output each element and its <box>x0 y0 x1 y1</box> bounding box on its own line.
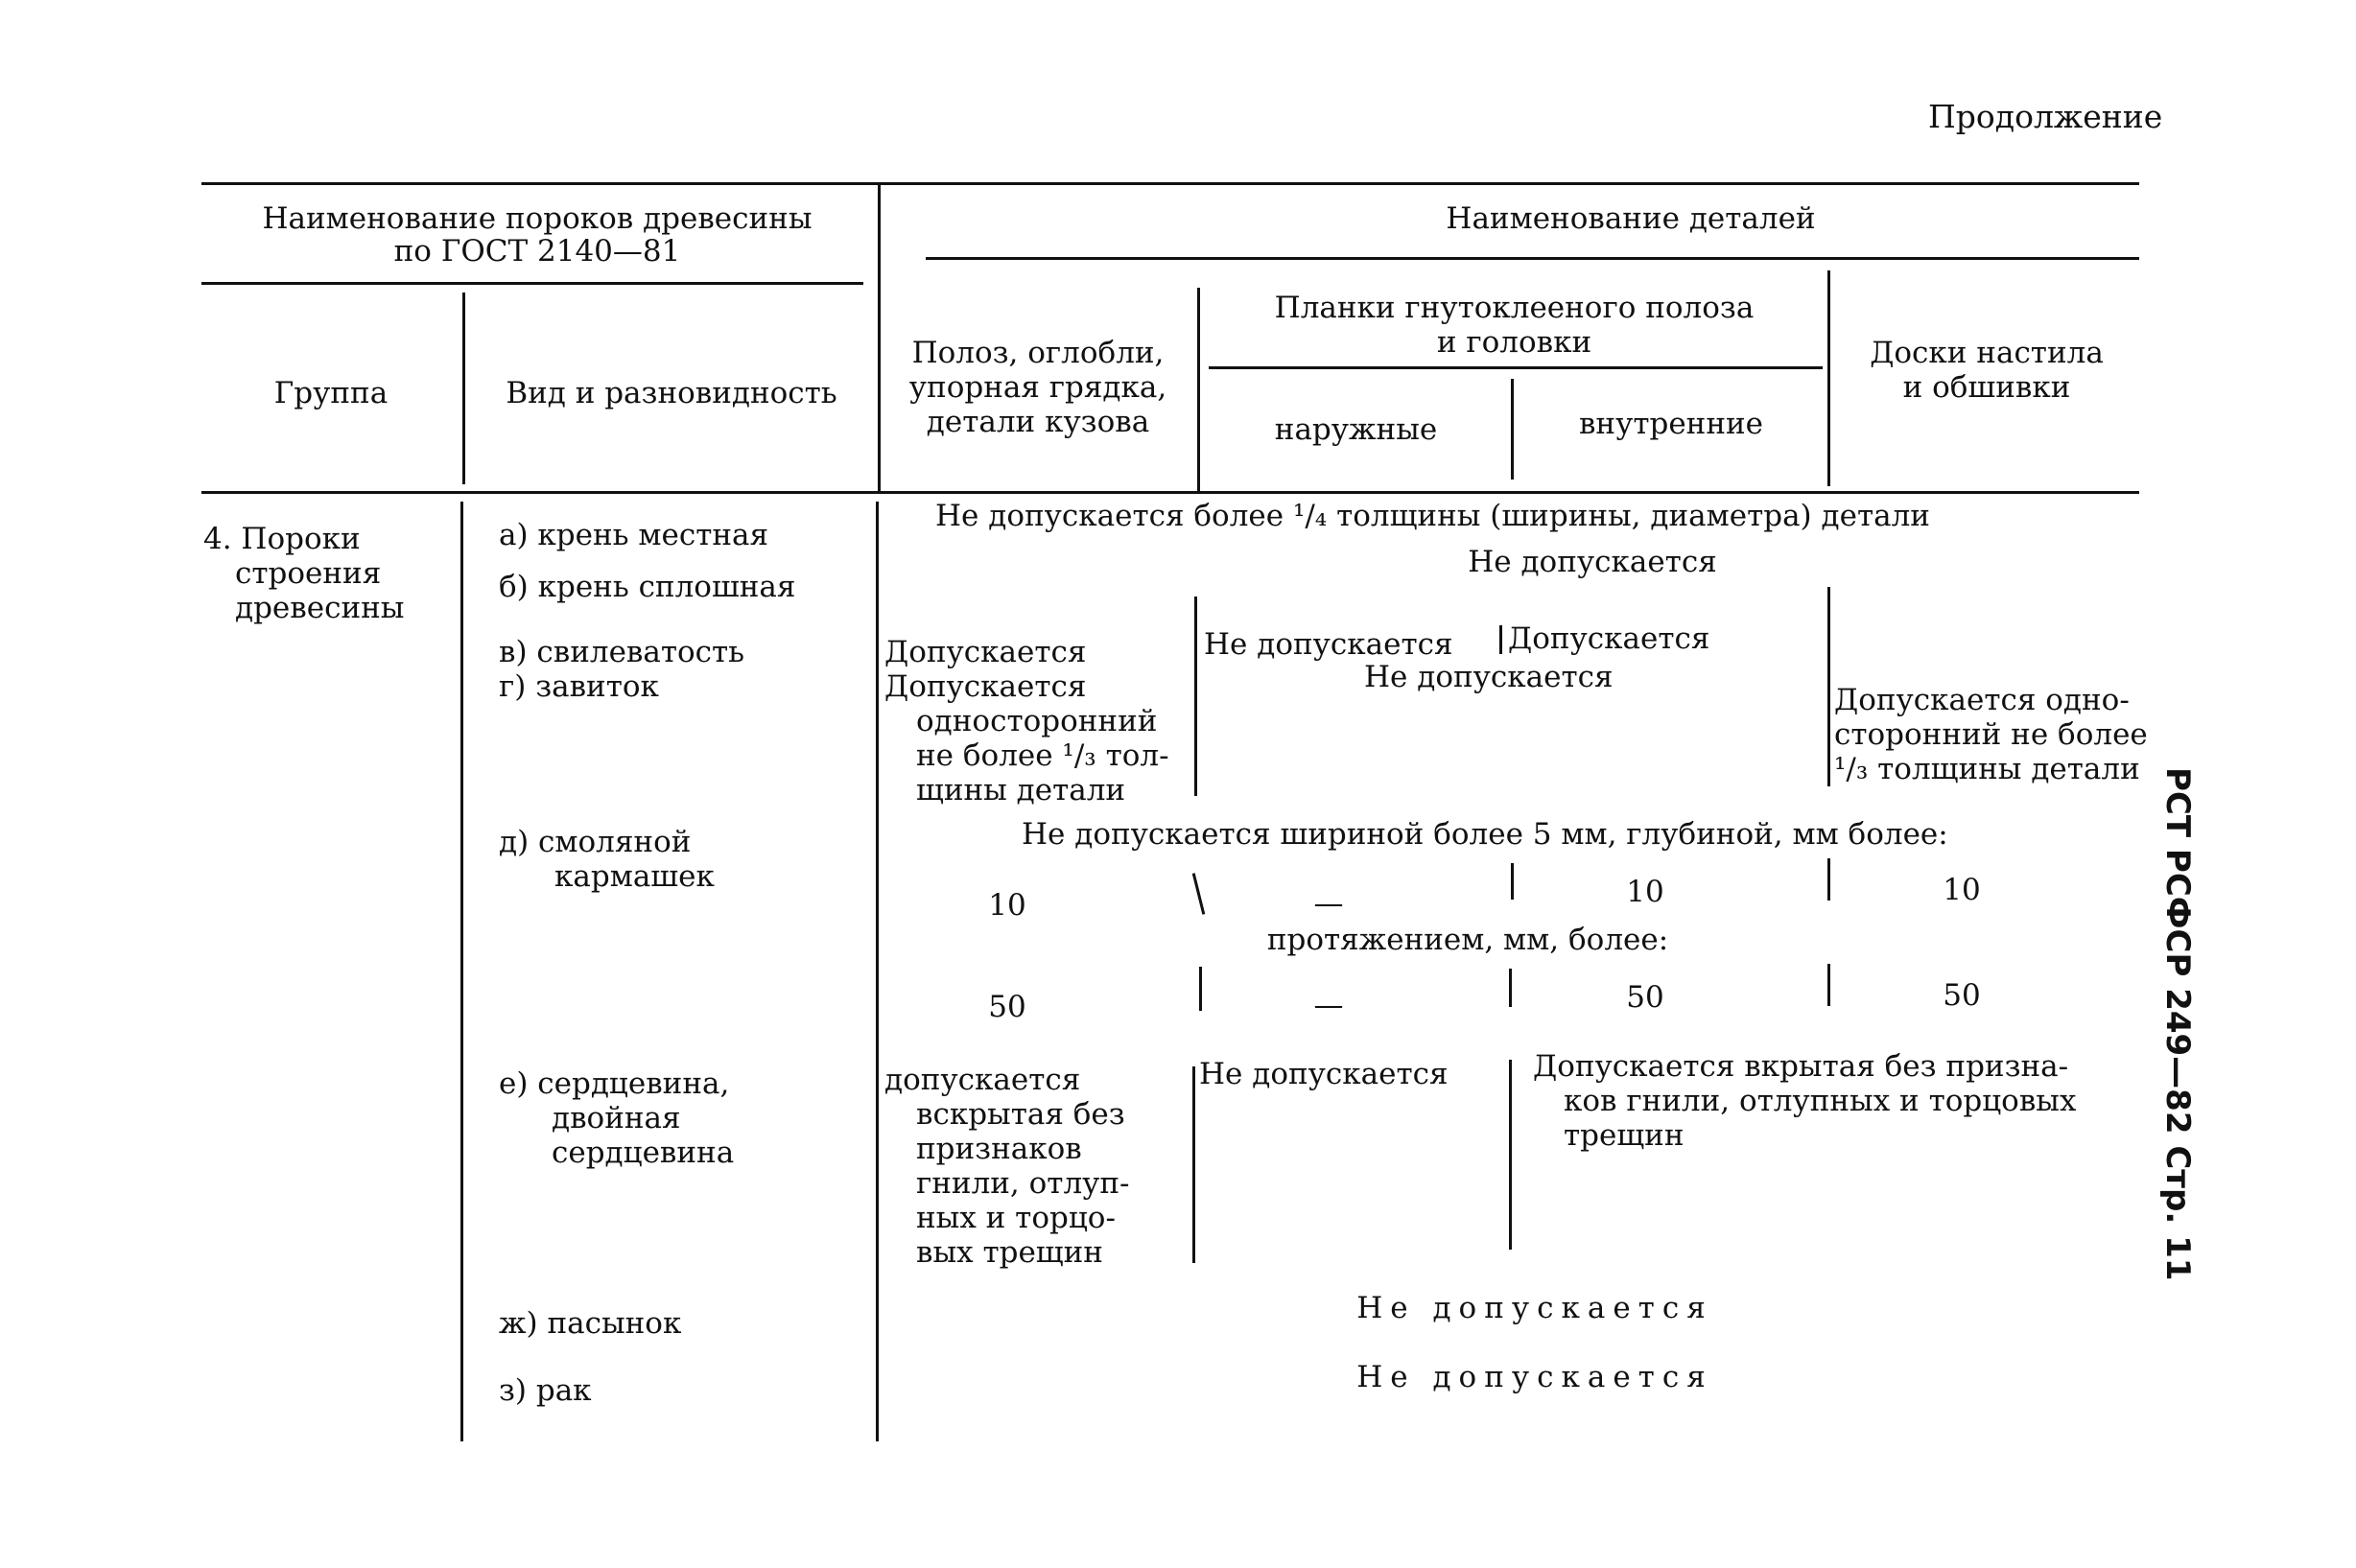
row-d-length-poloz: 50 <box>988 990 1026 1024</box>
row-e-inner-boards-line1: Допускается вкрытая без призна- <box>1533 1049 2069 1084</box>
header-bottom-rule <box>201 491 2139 494</box>
row-d-length-inner: 50 <box>1626 980 1664 1015</box>
row-a-all-cell: Не допускается более ¹/₄ толщины (ширины, диаметра) детали <box>935 499 1930 533</box>
outer-inner-divider <box>1511 379 1514 480</box>
header-boards-line2: и обшивки <box>1902 370 2071 405</box>
row-g-poloz-line3: не более ¹/₃ тол- <box>916 738 1169 773</box>
group-name-line1: 4. Пороки <box>203 522 361 556</box>
row-e-inner-boards-line2: ков гнили, отлупных и торцовых <box>1564 1084 2077 1118</box>
row-g-boards-line2: сторонний не более <box>1834 717 2148 752</box>
row-d-depth-inner: 10 <box>1626 875 1664 909</box>
table-top-rule <box>201 182 2139 185</box>
row-d-width-text: Не допускается шириной более 5 мм, глубиной, мм более: <box>1022 817 1948 852</box>
row-d-length-divider-3 <box>1827 964 1830 1006</box>
header-poloz-line1: Полоз, оглобли, <box>911 336 1165 370</box>
header-planki-line2: и головки <box>1436 325 1592 360</box>
header-planki-line1: Планки гнутоклееного полоза <box>1274 291 1755 325</box>
page-number-label: РСТ РСФСР 249—82 Стр. 11 <box>2158 767 2197 1281</box>
header-poloz-line2: упорная грядка, <box>908 370 1167 405</box>
row-g-poloz-line4: щины детали <box>916 773 1126 807</box>
row-v-label: в) свилеватость <box>499 635 745 669</box>
row-e-poloz-line1: допускается <box>884 1063 1081 1097</box>
parts-header-rule <box>926 257 2139 260</box>
body-kind-parts-divider <box>876 502 879 1441</box>
row-d-label-line2: кармашек <box>554 859 715 894</box>
row-e-divider-1 <box>1192 1066 1195 1263</box>
row-e-label-line2: двойная <box>552 1101 681 1135</box>
header-boards-line1: Доски настила <box>1870 336 2104 370</box>
row-d-depth-divider-3 <box>1827 858 1830 901</box>
row-d-depth-boards: 10 <box>1943 873 1981 907</box>
header-group: Группа <box>273 376 389 410</box>
row-e-poloz-line5: ных и торцо- <box>916 1201 1116 1235</box>
row-vg-divider-3 <box>1827 587 1830 786</box>
row-e-divider-2 <box>1509 1060 1512 1250</box>
header-inner: внутренние <box>1578 407 1764 441</box>
row-g-poloz-line2: односторонний <box>916 704 1158 738</box>
row-zh-label: ж) пасынок <box>499 1306 682 1341</box>
row-v-poloz-cell: Допускается <box>884 635 1087 669</box>
row-g-planki-cell: Не допускается <box>1364 660 1614 694</box>
header-defect-names-line1: Наименование пороков древесины <box>262 201 813 236</box>
row-b-all-cell: Не допускается <box>1468 545 1717 579</box>
row-e-label-line1: е) сердцевина, <box>499 1066 730 1101</box>
continuation-label: Продолжение <box>1928 98 2163 135</box>
row-z-label: з) рак <box>499 1373 592 1408</box>
row-v-divider-2 <box>1499 625 1502 654</box>
row-d-depth-outer: — <box>1313 886 1344 921</box>
row-d-label-line1: д) смоляной <box>499 825 692 859</box>
body-group-kind-divider <box>460 502 463 1441</box>
row-d-length-text: протяжением, мм, более: <box>1266 923 1669 957</box>
row-a-label: а) крень местная <box>499 518 769 552</box>
group-name-line3: древесины <box>235 591 405 625</box>
row-d-length-boards: 50 <box>1943 978 1981 1013</box>
header-parts-name: Наименование деталей <box>1446 201 1816 236</box>
row-g-boards-line3: ¹/₃ толщины детали <box>1834 752 2140 786</box>
header-defect-names-line2: по ГОСТ 2140—81 <box>393 234 681 269</box>
row-e-label-line3: сердцевина <box>552 1135 735 1170</box>
row-zh-all-cell: Не допускается <box>1356 1291 1713 1325</box>
gost-header-rule <box>201 282 863 285</box>
row-d-length-outer: — <box>1313 988 1344 1022</box>
row-g-boards-line1: Допускается одно- <box>1834 683 2130 717</box>
row-d-length-divider-1 <box>1199 967 1202 1011</box>
header-outer: наружные <box>1274 412 1438 447</box>
row-e-inner-boards-line3: трещин <box>1564 1118 1685 1153</box>
row-v-outer-cell: Не допускается <box>1204 627 1453 662</box>
row-d-length-divider-2 <box>1509 969 1512 1007</box>
header-kind-variety: Вид и разновидность <box>506 376 837 410</box>
group-name-line2: строения <box>235 556 382 591</box>
header-poloz-line3: детали кузова <box>926 405 1150 439</box>
row-d-depth-divider-2 <box>1511 863 1514 900</box>
row-e-outer-cell: Не допускается <box>1199 1057 1449 1091</box>
poloz-planki-divider <box>1197 288 1200 491</box>
row-d-depth-poloz: 10 <box>988 888 1026 923</box>
row-v-inner-cell: Допускается <box>1508 621 1710 656</box>
group-kind-divider <box>462 293 465 484</box>
row-d-depth-divider-1 <box>1192 873 1206 914</box>
planki-boards-divider <box>1827 270 1830 486</box>
defects-parts-divider <box>878 182 881 491</box>
row-z-all-cell: Не допускается <box>1356 1360 1713 1394</box>
row-e-poloz-line3: признаков <box>916 1132 1082 1166</box>
row-b-label: б) крень сплошная <box>499 570 796 604</box>
row-g-poloz-line1: Допускается <box>884 669 1087 704</box>
row-e-poloz-line6: вых трещин <box>916 1235 1103 1270</box>
planki-header-rule <box>1209 366 1823 369</box>
row-vg-divider-1 <box>1194 597 1197 796</box>
row-e-poloz-line2: вскрытая без <box>916 1097 1125 1132</box>
row-e-poloz-line4: гнили, отлуп- <box>916 1166 1130 1201</box>
row-g-label: г) завиток <box>499 669 659 704</box>
